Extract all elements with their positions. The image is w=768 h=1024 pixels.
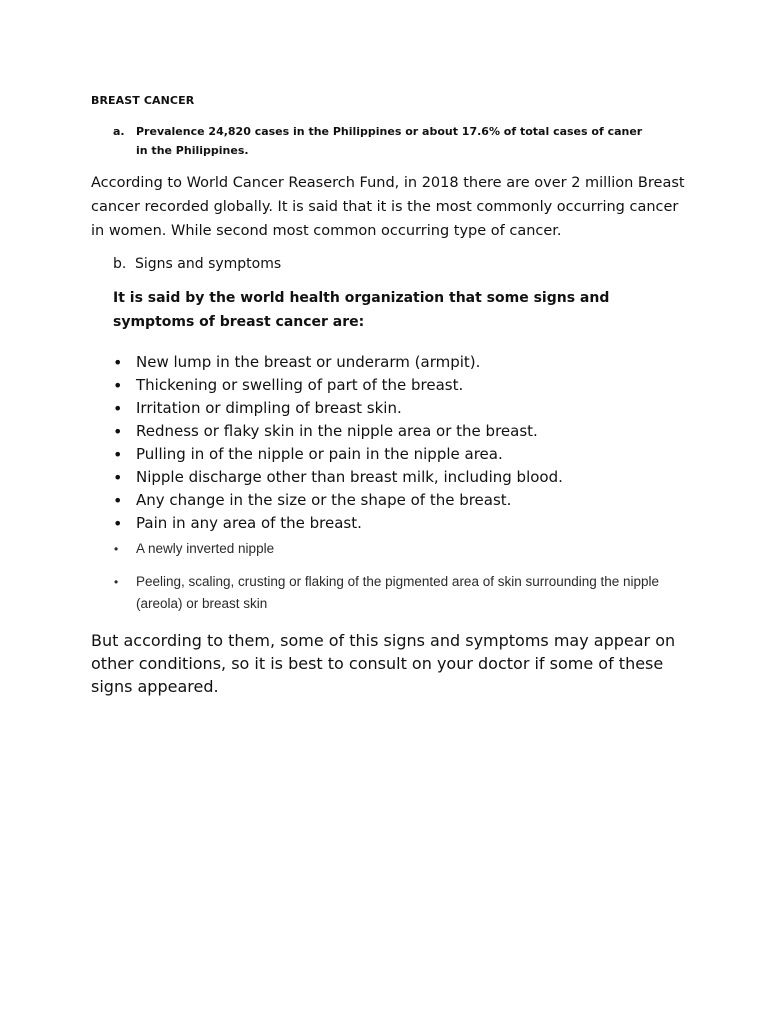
list-marker-a: a. — [113, 125, 125, 138]
list-item: • Any change in the size or the shape of the breast. — [113, 489, 693, 512]
list-item: • A newly inverted nipple — [113, 538, 693, 560]
document-heading: BREAST CANCER — [91, 94, 195, 107]
list-item: • Nipple discharge other than breast milk, including blood. — [113, 466, 693, 489]
list-item: • Irritation or dimpling of breast skin. — [113, 397, 693, 420]
paragraph-consult-doctor: But according to them, some of this signs and symptoms may appear on other conditions, so it is best to consult on your doctor if some of these signs appeared. — [91, 631, 676, 696]
symptom-list — [113, 351, 693, 535]
prevalence-text: Prevalence 24,820 cases in the Philippines or about 17.6% of total cases of caner in the Philippines. — [136, 125, 643, 157]
signs-heading-text: Signs and symptoms — [135, 256, 282, 272]
list-item: • Thickening or swelling of part of the breast. — [113, 374, 693, 397]
list-item: • Redness or flaky skin in the nipple area or the breast. — [113, 420, 693, 443]
additional-symptom-list — [113, 538, 693, 615]
list-item: • New lump in the breast or underarm (armpit). — [113, 351, 693, 374]
list-item: • Pulling in of the nipple or pain in the nipple area. — [113, 443, 693, 466]
paragraph-world-cancer-research: According to World Cancer Reaserch Fund, in 2018 there are over 2 million Breast cancer recorded globally. It is said that it is the most commonly occurring cancer in women. While second most common occurring type of cancer. — [91, 175, 685, 239]
list-item: • Peeling, scaling, crusting or flaking of the pigmented area of skin surrounding the nipple (areola) or breast skin — [113, 571, 693, 615]
list-item: • Pain in any area of the breast. — [113, 512, 693, 535]
list-marker-b: b. — [113, 256, 127, 272]
paragraph-who-intro: It is said by the world health organization that some signs and symptoms of breast cancer are: — [113, 290, 610, 330]
